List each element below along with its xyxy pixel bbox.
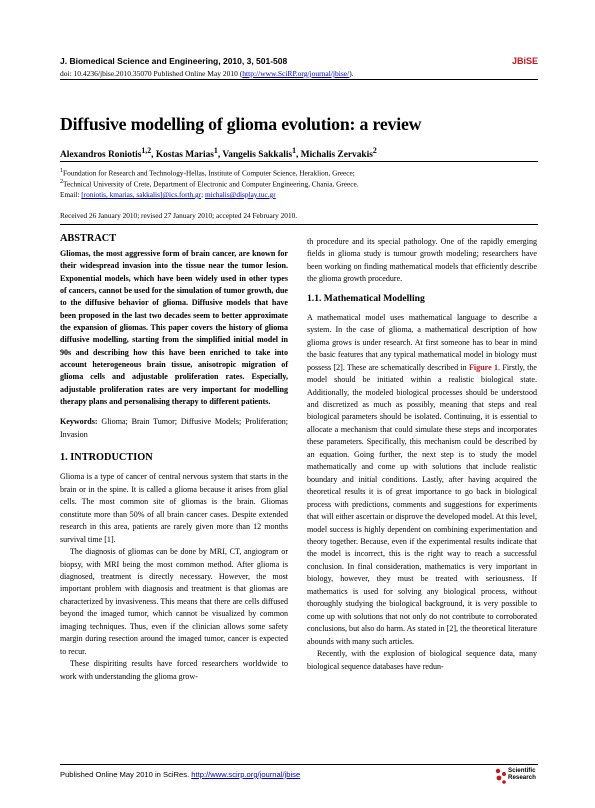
intro-paragraph-2: The diagnosis of gliomas can be done by MRI, CT, angiogram or biopsy, with MRI being the most common method. After glioma is diagnosed, treatment is directly necessary. However, the most important problem with diagnosis and treatment is that gliomas are characterized by invasiveness. This means that there are cells diffused beyond the imaged tumor, which cannot be visualized by common imaging techniques. Thus, even if the clinician allows some safety margin during resection around the imaged tumor, cancer is expected to recur. <box>60 547 288 656</box>
email-link-2[interactable]: michalis@display.tuc.gr <box>204 190 276 199</box>
left-column <box>60 232 288 683</box>
section-heading-introduction: 1. INTRODUCTION <box>60 452 153 464</box>
affiliation-2: $^2$Technical University of Crete, Department of Electronic and Computer Engineering, Chania, Greece. <box>60 179 359 189</box>
paper-title: Diffusive modelling of glioma evolution: a review <box>60 114 422 134</box>
author: Alexandros Roniotis <box>60 150 142 161</box>
header-divider <box>60 79 538 80</box>
doi-line: doi: 10.4236/jbise.2010.35070 Published Online May 2010 (http://www.SciRP.org/journal/jbise/). <box>60 69 354 78</box>
intro-paragraph-continued: th procedure and its special pathology. One of the rapidly emerging fields in glioma study is tumour growth modeling; researchers have been working on finding mathematical models that efficiently describe the glioma growth procedure. <box>307 237 537 284</box>
author: Vangelis Sakkalis <box>222 150 293 161</box>
received-divider <box>60 224 538 225</box>
figure-reference[interactable]: Figure 1 <box>469 362 499 372</box>
affiliation-1: $^1$Foundation for Research and Technology-Hellas, Institute of Computer Science, Heraklion, Greece; <box>60 168 355 178</box>
right-column <box>307 236 537 673</box>
author-list: Alexandros Roniotis$^{1,2}$, Kostas Marias$^1$, Vangelis Sakkalis$^1$, Michalis Zervakis$^2$ <box>60 146 377 161</box>
email-line: Email: [roniotis, kmarias, sakkalis]@ics.forth.gr; michalis@display.tuc.gr <box>60 190 276 199</box>
abstract-heading: ABSTRACT <box>60 233 117 244</box>
abstract-text: Gliomas, the most aggressive form of brain cancer, are known for their widespread invasion into the tissue near the tumor lesion. Exponential models, which have been widely used in other types of cancers, cannot be used for the simulation of tumor growth, due to the diffusive behavior of glioma. Diffusive models that have been proposed in the last two decades seem to better approximate the expansion of gliomas. This paper covers the history of glioma diffusive modelling, starting from the simplified initial model in 90s and describing how this have been enriched to take into account heterogeneous brain tissue, anisotropic migration of glioma cells and adjustable proliferation rates. Especially, adjustable proliferation rates are very important for modelling therapy plans and personalising therapy to different patients. <box>60 249 288 407</box>
footer-divider <box>60 764 538 765</box>
logo-mark-icon <box>494 767 508 785</box>
journal-link[interactable]: http://www.SciRP.org/journal/jbise/ <box>242 69 350 78</box>
keywords: Keywords: Glioma; Brain Tumor; Diffusive Models; Proliferation; Invasion <box>60 417 288 439</box>
email-link[interactable]: [roniotis, kmarias, sakkalis]@ics.forth.gr <box>81 190 202 199</box>
footer-text: Published Online May 2010 in SciRes. http://www.scirp.org/journal/jbise <box>60 770 301 779</box>
author: Michalis Zervakis <box>300 150 373 161</box>
modelling-paragraph-1: A mathematical model uses mathematical language to describe a system. In the case of glioma, a mathematical description of how glioma grows is under research. At first someone has to bear in mind the basic features that any typical mathematical model in biology must possess [2]. These are schematically described in Figure 1. Firstly, the model should be initiated within a realistic biological state. Additionally, the modeled biological processes should be understood and discretized as much as possibly, meaning that steps and real biological parameters should be isolated. Continuing, it is essential to allocate a mechanism that could simulate these steps and incorporates these parameters. Specifically, this mechanism could be described by an equation. Going further, the next step is to study the model mathematically and come up with solutions that include realistic boundary and initial conditions. Lastly, after having acquired the theoretical results it is of great importance to go back in biological process with predictions, comments and suggestions for experiments that will either ascertain or disprove the developed model. At this level, model success is highly dependent on combining experimentation and theory together. Because, even if the experimental results indicate that the model is incorrect, this is the right way to reach a successful conclusion. In final consideration, mathematics is very important in biology, however, they must be treated with seriousness. If mathematics is used for solving any biological process, without thoroughly studying the biological background, it is very possible to come up with solutions that not only do not contribute to corroborated conclusions, but also do harm. As stated in [2], the theoretical literature abounds with many such articles. <box>307 312 538 646</box>
modelling-paragraph-2: Recently, with the explosion of biological sequence data, many biological sequence databases have redun- <box>307 649 537 671</box>
intro-paragraph-3: These dispiriting results have forced researchers worldwide to work with understanding the glioma grow- <box>60 659 288 681</box>
intro-paragraph-1: Glioma is a type of cancer of central nervous system that starts in the brain or in the spine. It is called a glioma because it arises from glial cells. The most common site of gliomas is the brain. Gliomas constitute more than 50% of all brain cancer cases. Despite extended research in this area, patients are rarely given more than 12 months survival time [1]. <box>60 472 288 544</box>
author-divider <box>60 161 538 162</box>
scientific-research-logo: Scientific Research <box>494 766 542 788</box>
footer-link[interactable]: http://www.scirp.org/journal/jbise <box>191 770 301 779</box>
journal-citation: J. Biomedical Science and Engineering, 2010, 3, 501-508 <box>60 56 288 66</box>
journal-badge: JBiSE <box>511 56 538 66</box>
subsection-heading-mathematical-modelling: 1.1. Mathematical Modelling <box>307 292 425 304</box>
author: Kostas Marias <box>155 150 214 161</box>
received-dates: Received 26 January 2010; revised 27 January 2010; accepted 24 February 2010. <box>60 211 298 220</box>
